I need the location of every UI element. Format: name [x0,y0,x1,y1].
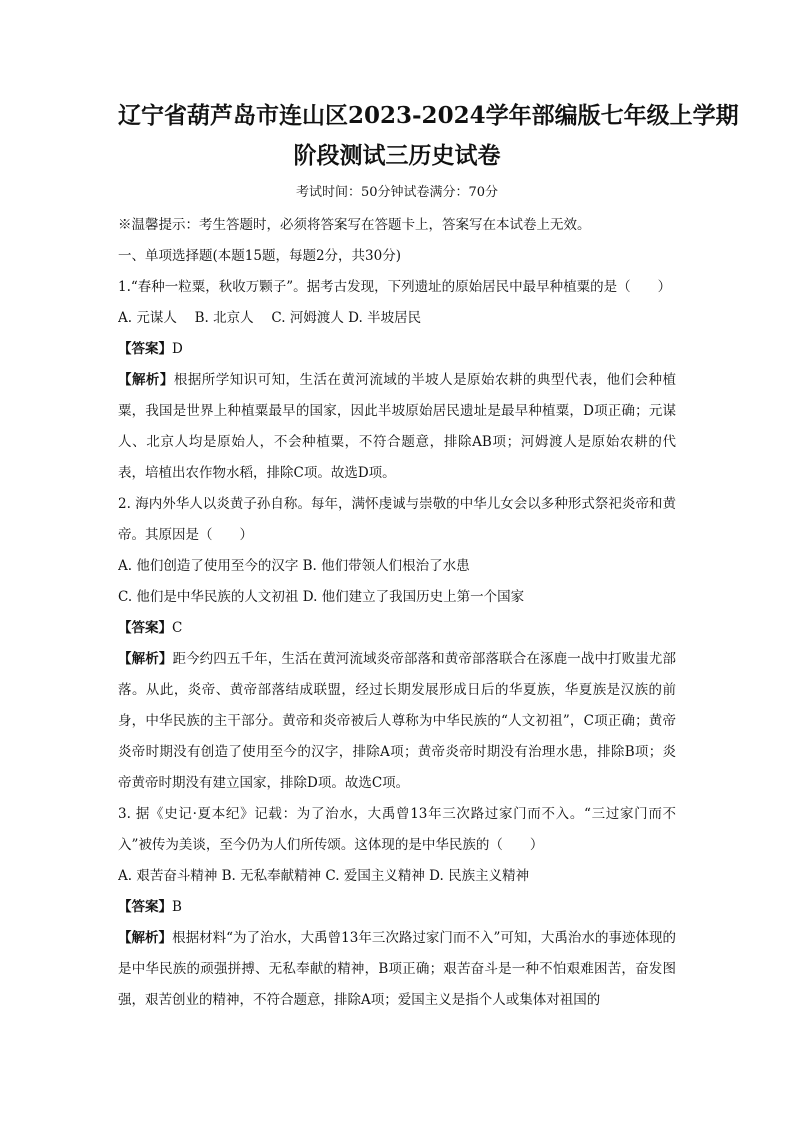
answer-label: 【答案】 [118,620,172,636]
analysis-label: 【解析】 [118,930,173,946]
answer-value: C [172,620,183,636]
exam-title-line2: 阶段测试三历史试卷 [293,142,501,169]
analysis-text: 根据所学知识可知，生活在黄河流域的半坡人是原始农耕的典型代表，他们会种植粟，我国是世界上种植粟最早的国家，因此半坡原始居民遗址是最早种植粟，D项正确；元谋人、北京人均是原始人，不会种植粟，不符合题意，排除AB项；河姆渡人是原始农耕的代表，培植出农作物水稻，排除C项。故选D项。 [118,372,677,481]
question-1-analysis [118,365,676,489]
question-1-options: A. 元谋人 B. 北京人 C. 河姆渡人 D. 半坡居民 [118,310,422,326]
section-heading: 一、单项选择题(本题15题，每题2分，共30分) [118,248,401,264]
question-2-answer [118,613,676,644]
question-1-answer [118,334,676,365]
analysis-text: 距今约四五千年，生活在黄河流域炎帝部落和黄帝部落联合在涿鹿一战中打败蚩尤部落。从此，炎帝、黄帝部落结成联盟，经过长期发展形成日后的华夏族，华夏族是汉族的前身，中华民族的主干部分。黄帝和炎帝被后人尊称为中华民族的“人文初祖”，C项正确；黄帝炎帝时期没有创造了使用至今的汉字，排除A项；黄帝炎帝时期没有治理水患，排除B项；炎帝黄帝时期没有建立国家，排除D项。故选C项。 [118,651,677,791]
answer-label: 【答案】 [118,899,172,915]
question-2-options-c-d: C. 他们是中华民族的人文初祖 D. 他们建立了我国历史上第一个国家 [118,589,525,605]
question-2-stem: 2. 海内外华人以炎黄子孙自称。每年，满怀虔诚与崇敬的中华儿女会以多种形式祭祀炎帝和黄帝。其原因是（ ） [118,496,676,543]
question-3-stem: 3. 据《史记·夏本纪》记载：为了治水，大禹曾13年三次路过家门而不入。“三过家门而不入”被传为美谈，至今仍为人们所传颂。这体现的是中华民族的（ ） [118,806,676,853]
question-2-options-a-b: A. 他们创造了使用至今的汉字 B. 他们带领人们根治了水患 [118,558,470,574]
notice: ※温馨提示：考生答题时，必须将答案写在答题卡上，答案写在本试卷上无效。 [118,217,591,233]
question-1-stem: 1.“春种一粒粟，秋收万颗子”。据考古发现，下列遗址的原始居民中最早种植粟的是（ ） [118,279,672,295]
question-3-options: A. 艰苦奋斗精神 B. 无私奉献精神 C. 爱国主义精神 D. 民族主义精神 [118,868,530,884]
exam-info: 考试时间：50分钟试卷满分：70分 [295,185,499,200]
question-3-answer [118,892,676,923]
answer-value: D [172,341,183,357]
exam-title-line1: 辽宁省葫芦岛市连山区2023-2024学年部编版七年级上学期 [118,102,739,129]
answer-value: B [172,899,182,915]
analysis-label: 【解析】 [118,651,173,667]
answer-label: 【答案】 [118,341,172,357]
analysis-label: 【解析】 [118,372,174,388]
analysis-text: 根据材料“为了治水，大禹曾13年三次路过家门而不入”可知，大禹治水的事迹体现的是中华民族的顽强拼搏、无私奉献的精神，B项正确；艰苦奋斗是一种不怕艰难困苦，奋发图强，艰苦创业的精神，不符合题意，排除A项；爱国主义是指个人或集体对祖国的 [118,930,677,1008]
question-3-analysis [118,923,676,1016]
question-2-analysis [118,644,676,799]
